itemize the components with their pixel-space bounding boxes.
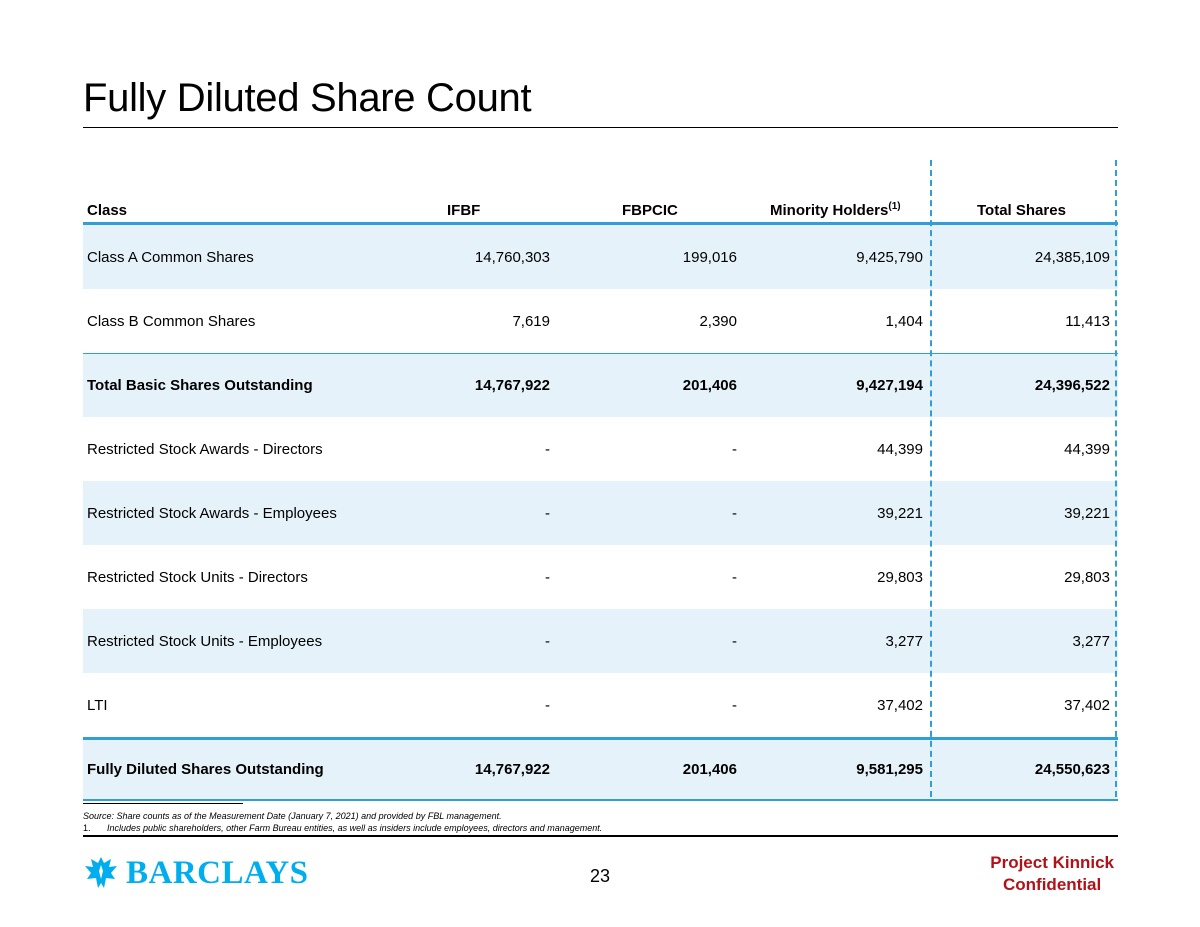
- cell-fbpcic: -: [732, 504, 737, 522]
- cell-fbpcic: 201,406: [682, 377, 737, 394]
- cell-minority: 9,427,194: [856, 377, 923, 394]
- cell-minority: 9,425,790: [856, 248, 923, 266]
- cell-minority: 39,221: [877, 504, 923, 522]
- cell-ifbf: 7,619: [512, 312, 550, 330]
- header-class: Class: [87, 202, 128, 219]
- row-label: Class B Common Shares: [87, 312, 256, 330]
- project-name: Project Kinnick: [990, 853, 1114, 872]
- cell-ifbf: 14,767,922: [474, 761, 550, 778]
- footer-divider: [83, 835, 1118, 837]
- table-row: [83, 673, 1118, 737]
- header-minority-label: Minority Holders: [770, 202, 889, 219]
- cell-ifbf: -: [545, 568, 550, 586]
- cell-minority: 44,399: [877, 440, 923, 458]
- row-label: Restricted Stock Units - Directors: [87, 568, 308, 586]
- source-note: Source: Share counts as of the Measurement Date (January 7, 2021) and provided by FBL management.: [83, 811, 502, 821]
- cell-total: 39,221: [1064, 504, 1110, 522]
- cell-fbpcic: -: [732, 568, 737, 586]
- cell-ifbf: -: [545, 696, 550, 714]
- logo-wordmark: BARCLAYS: [126, 854, 309, 891]
- row-label: Class A Common Shares: [87, 248, 254, 266]
- cell-minority: 9,581,295: [856, 761, 923, 778]
- row-label: Restricted Stock Units - Employees: [87, 632, 323, 650]
- cell-ifbf: 14,760,303: [474, 248, 550, 266]
- total-column-left-border: [930, 160, 932, 797]
- cell-total: 44,399: [1064, 440, 1110, 458]
- confidential-text: Confidential: [1003, 875, 1102, 894]
- title-divider: [83, 127, 1118, 128]
- footnote-number: 1.: [83, 823, 91, 833]
- footnote-divider: [83, 803, 243, 804]
- cell-fbpcic: -: [732, 632, 737, 650]
- cell-total: 11,413: [1065, 312, 1110, 330]
- header-minority-holders: [770, 201, 901, 219]
- cell-ifbf: 14,767,922: [474, 377, 550, 394]
- cell-fbpcic: -: [732, 696, 737, 714]
- footnote-1: [83, 822, 602, 834]
- page-title: Fully Diluted Share Count: [83, 76, 532, 120]
- cell-minority: 1,404: [885, 312, 923, 330]
- row-label: Restricted Stock Awards - Employees: [87, 504, 337, 522]
- row-label: LTI: [87, 696, 108, 714]
- cell-total: 24,385,109: [1034, 248, 1110, 266]
- total-column-right-border: [1115, 160, 1117, 797]
- cell-fbpcic: 2,390: [699, 312, 737, 330]
- row-label: Total Basic Shares Outstanding: [87, 377, 313, 394]
- table-header: [83, 160, 1118, 225]
- page-number: 23: [589, 866, 611, 886]
- footnote-text: Includes public shareholders, other Farm Bureau entities, as well as insiders include employees, directors and management.: [107, 823, 603, 833]
- header-total-shares: Total Shares: [977, 202, 1066, 219]
- cell-ifbf: -: [545, 504, 550, 522]
- cell-ifbf: -: [545, 440, 550, 458]
- footnote-marker: (1): [888, 201, 901, 212]
- barclays-logo: [84, 855, 309, 891]
- confidentiality-label: [990, 852, 1114, 896]
- table-row: [83, 609, 1118, 673]
- table-row: [83, 545, 1118, 609]
- row-label: Restricted Stock Awards - Directors: [87, 440, 323, 458]
- cell-fbpcic: 199,016: [682, 248, 737, 266]
- eagle-icon: [84, 855, 118, 891]
- cell-minority: 37,402: [877, 696, 923, 714]
- cell-fbpcic: 201,406: [682, 761, 737, 778]
- table-row: [83, 417, 1118, 481]
- cell-total: 3,277: [1072, 632, 1110, 650]
- cell-total: 29,803: [1064, 568, 1110, 586]
- table-row-grand-total: [83, 737, 1118, 801]
- header-ifbf: IFBF: [447, 202, 481, 219]
- cell-total: 37,402: [1064, 696, 1110, 714]
- share-count-table: [83, 160, 1118, 801]
- cell-fbpcic: -: [732, 440, 737, 458]
- cell-minority: 3,277: [885, 632, 923, 650]
- table-row-subtotal: [83, 353, 1118, 417]
- cell-ifbf: -: [545, 632, 550, 650]
- cell-total: 24,550,623: [1034, 761, 1110, 778]
- header-fbpcic: FBPCIC: [622, 202, 678, 219]
- cell-total: 24,396,522: [1034, 377, 1110, 394]
- row-label: Fully Diluted Shares Outstanding: [87, 761, 324, 778]
- table-row: [83, 289, 1118, 353]
- table-row: [83, 225, 1118, 289]
- table-row: [83, 481, 1118, 545]
- cell-minority: 29,803: [877, 568, 923, 586]
